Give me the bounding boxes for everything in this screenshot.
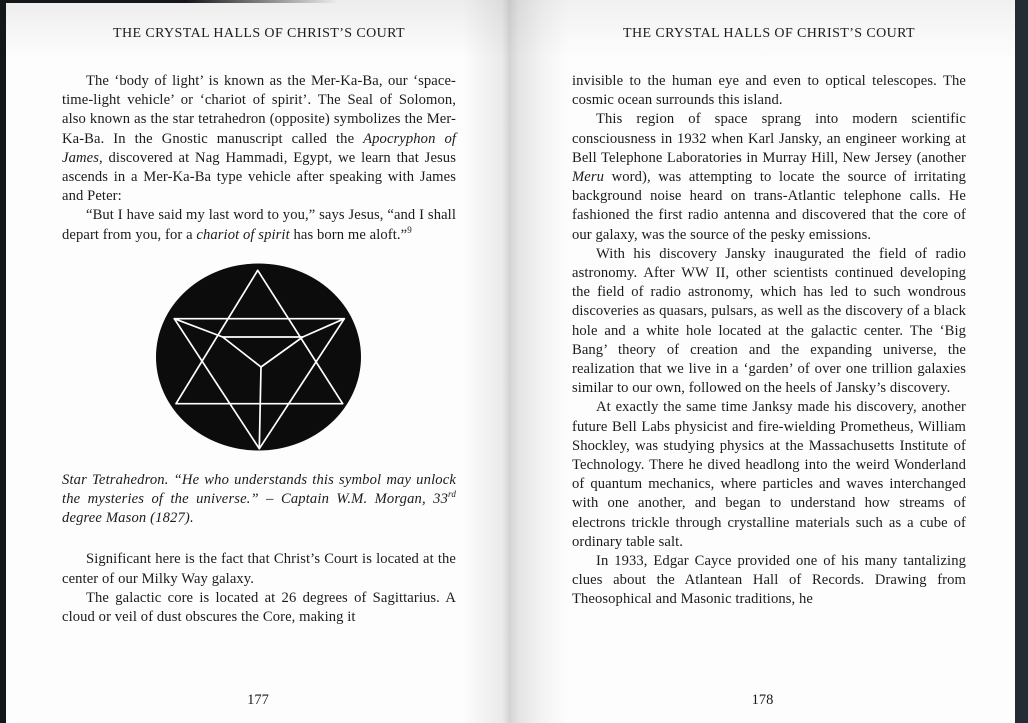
- body-paragraph: In 1933, Edgar Cayce provided one of his many tantalizing clues about the Atlantean Hall of Records. Drawing from Theosophical and Masonic traditions, he: [572, 553, 966, 608]
- scan-edge-top: [0, 0, 338, 3]
- running-header: THE CRYSTAL HALLS OF CHRIST’S COURT: [623, 26, 915, 41]
- page-number: 178: [751, 692, 774, 708]
- page-right-content: [572, 26, 966, 610]
- star-tetrahedron-figure: [62, 257, 456, 453]
- body-paragraph: “But I have said my last word to you,” says Jesus, “and I shall depart from you, for a chariot of spirit has born me aloft.”$^9$: [62, 207, 456, 243]
- page-right: [510, 0, 1015, 723]
- page-number: 177: [247, 692, 269, 708]
- figure-caption: Star Tetrahedron. “He who understands this symbol may unlock the mysteries of the universe.” – Captain W.M. Morgan, 33rd degree Mason (1827).: [62, 471, 456, 527]
- star-tetrahedron-image: [151, 257, 367, 453]
- page-right-body: [572, 72, 966, 610]
- body-paragraph: The galactic core is located at 26 degrees of Sagittarius. A cloud or veil of dust obscures the Core, making it: [62, 589, 456, 626]
- running-header: THE CRYSTAL HALLS OF CHRIST’S COURT: [113, 26, 405, 41]
- body-paragraph: invisible to the human eye and even to optical telescopes. The cosmic ocean surrounds this island.: [572, 73, 966, 109]
- body-paragraph: Significant here is the fact that Christ’s Court is located at the center of our Milky Way galaxy.: [62, 551, 456, 587]
- page-left-body: [62, 72, 456, 627]
- body-paragraph: At exactly the same time Janksy made his discovery, another future Bell Labs physicist and fire-wielding Prometheus, William Shockley, was studying physics at the Massachusetts Institute of Technology. There he dived headlong into the weird Wonderland of quantum mechanics, where particles and waves interchanged with one another, and began to understand how streams of electrons trickle through crystalline materials such as a cube of ordinary table salt.: [572, 399, 966, 550]
- body-paragraph: This region of space sprang into modern scientific consciousness in 1932 when Karl Jansky, an engineer working at Bell Telephone Laboratories in Murray Hill, New Jersey (another Meru word), was attempting to locate the source of irritating background noise heard on trans-Atlantic telephone calls. He fashioned the first radio antenna and discovered that the core of our galaxy, was the source of the pesky emissions.: [572, 111, 966, 243]
- page-left: [6, 0, 510, 723]
- body-paragraph: The ‘body of light’ is known as the Mer-Ka-Ba, our ‘space-time-light vehicle’ or ‘chariot of spirit’. The Seal of Solomon, also known as the star tetrahedron (opposite) symbolizes the Mer-Ka-Ba. In the Gnostic manuscript called the Apocryphon of James, discovered at Nag Hammadi, Egypt, we learn that Jesus ascends in a Mer-Ka-Ba type vehicle after speaking with James and Peter:: [62, 73, 456, 205]
- scan-edge-left: [0, 0, 6, 723]
- body-paragraph: With his discovery Jansky inaugurated the field of radio astronomy. After WW II, other scientists continued developing the field of radio astronomy, which has led to such wondrous discoveries as quasars, pulsars, as well as the discovery of a black hole and a white hole located at the galactic center. The ‘Big Bang’ theory of creation and the expanding universe, the realization that we live in a ‘garden’ of over one trillion galaxies similar to our own, followed on the heels of Jansky’s discovery.: [572, 245, 966, 397]
- page-left-content: [62, 26, 456, 627]
- scan-edge-right: [1015, 0, 1028, 723]
